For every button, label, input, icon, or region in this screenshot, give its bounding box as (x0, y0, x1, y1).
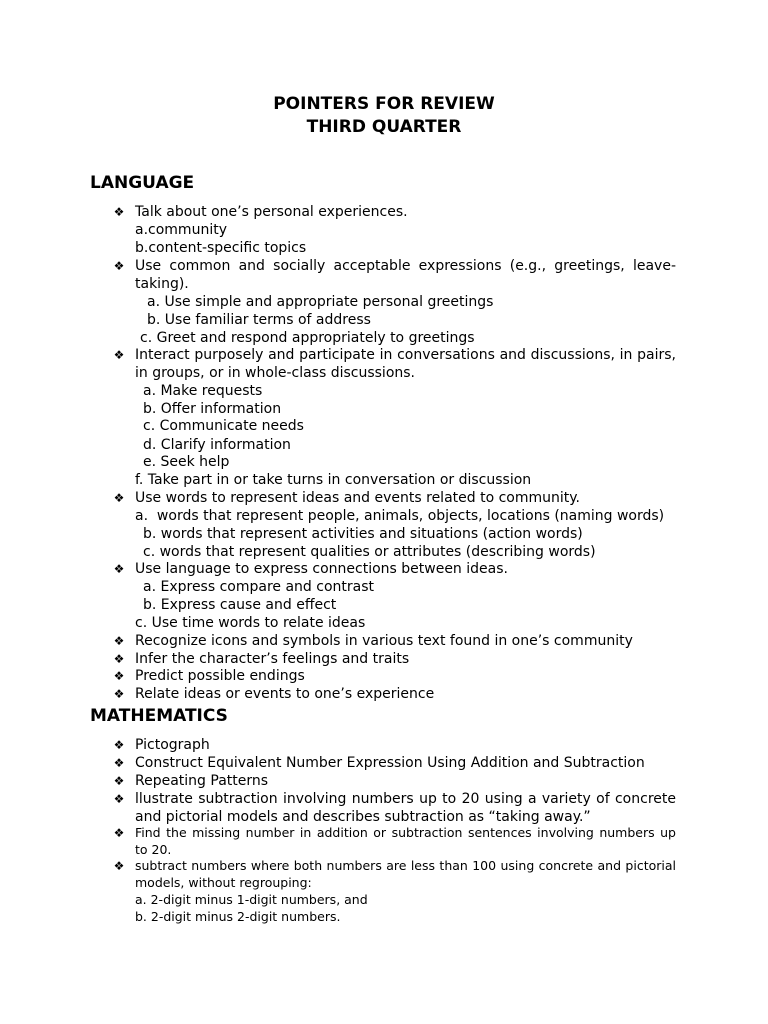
list-item: Pictograph (135, 737, 210, 753)
list-item: Find the missing number in addition or subtraction sentences involving numbers up (135, 825, 676, 840)
document-subtitle: THIRD QUARTER (306, 117, 462, 137)
bullet-icon: ❖ (113, 774, 125, 788)
section-heading-language: LANGUAGE (90, 173, 195, 193)
sub-item: f. Take part in or take turns in conversation or discussion (135, 472, 532, 488)
bullet-icon: ❖ (113, 491, 125, 505)
list-item: Recognize icons and symbols in various text found in one’s community (135, 633, 633, 649)
list-item: Construct Equivalent Number Expression Using Addition and Subtraction (135, 755, 645, 771)
bullet-icon: ❖ (113, 687, 125, 701)
sub-item: c. Communicate needs (143, 418, 304, 434)
list-item-continued: taking). (135, 276, 189, 292)
bullet-icon: ❖ (113, 634, 125, 648)
list-item: Talk about one’s personal experiences. (135, 204, 408, 220)
bullet-icon: ❖ (113, 826, 125, 840)
sub-item: a. Use simple and appropriate personal greetings (147, 294, 494, 310)
sub-item: b. 2-digit minus 2-digit numbers. (135, 909, 341, 924)
section-heading-mathematics: MATHEMATICS (90, 706, 228, 726)
list-item: Relate ideas or events to one’s experience (135, 686, 435, 702)
list-item: llustrate subtraction involving numbers up to 20 using a variety of concrete (135, 791, 676, 807)
list-item: Repeating Patterns (135, 773, 269, 789)
list-item-continued: in groups, or in whole-class discussions. (135, 365, 415, 381)
sub-item: b. Offer information (143, 401, 282, 417)
sub-item: a. 2-digit minus 1-digit numbers, and (135, 892, 368, 907)
sub-item: c. words that represent qualities or attributes (describing words) (143, 544, 596, 560)
sub-item: b. Use familiar terms of address (147, 312, 371, 328)
list-item: subtract numbers where both numbers are less than 100 using concrete and pictorial (135, 858, 676, 873)
sub-item: b. Express cause and effect (143, 597, 337, 613)
list-item-continued: models, without regrouping: (135, 875, 312, 890)
sub-item: b. words that represent activities and situations (action words) (143, 526, 583, 542)
bullet-icon: ❖ (113, 205, 125, 219)
list-item-continued: to 20. (135, 842, 172, 857)
bullet-icon: ❖ (113, 738, 125, 752)
sub-item: a. Make requests (143, 383, 263, 399)
list-item: Interact purposely and participate in conversations and discussions, in pairs, (135, 347, 676, 363)
sub-item: a. words that represent people, animals, objects, locations (naming words) (135, 508, 665, 524)
sub-item: a. Express compare and contrast (143, 579, 375, 595)
bullet-icon: ❖ (113, 348, 125, 362)
bullet-icon: ❖ (113, 652, 125, 666)
sub-item: b.content-specific topics (135, 240, 307, 256)
list-item: Use common and socially acceptable expressions (e.g., greetings, leave- (135, 258, 676, 274)
sub-item: a.community (135, 222, 227, 238)
list-item: Use words to represent ideas and events related to community. (135, 490, 580, 506)
bullet-icon: ❖ (113, 669, 125, 683)
list-item: Use language to express connections between ideas. (135, 561, 508, 577)
bullet-icon: ❖ (113, 792, 125, 806)
sub-item: d. Clarify information (143, 437, 291, 453)
bullet-icon: ❖ (113, 259, 125, 273)
document-title: POINTERS FOR REVIEW (273, 94, 495, 114)
sub-item: c. Greet and respond appropriately to greetings (140, 330, 475, 346)
bullet-icon: ❖ (113, 562, 125, 576)
list-item: Infer the character’s feelings and traits (135, 651, 410, 667)
bullet-icon: ❖ (113, 756, 125, 770)
sub-item: e. Seek help (143, 454, 230, 470)
list-item: Predict possible endings (135, 668, 305, 684)
list-item-continued: and pictorial models and describes subtraction as “taking away.” (135, 809, 591, 825)
bullet-icon: ❖ (113, 859, 125, 873)
sub-item: c. Use time words to relate ideas (135, 615, 366, 631)
